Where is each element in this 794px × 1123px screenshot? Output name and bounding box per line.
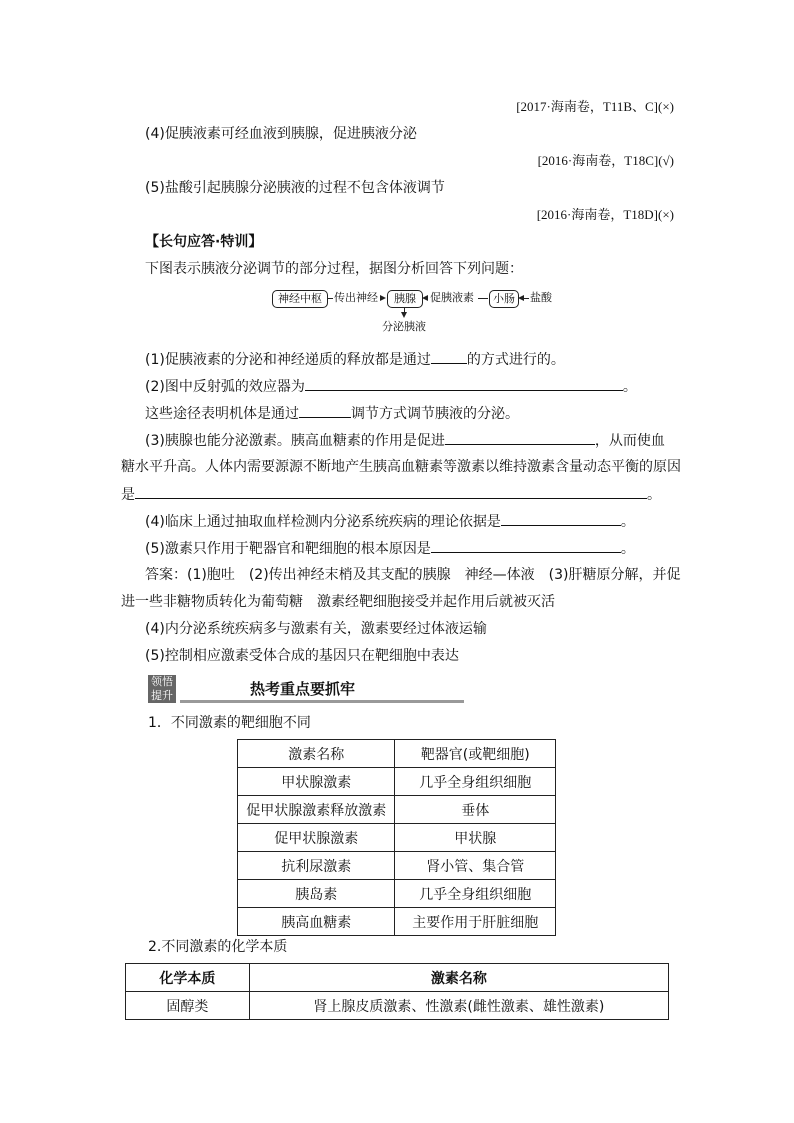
- answer-blank: [501, 511, 621, 526]
- table-header-row: [238, 740, 556, 768]
- table-cell: 几乎全身组织细胞: [395, 768, 556, 796]
- answer-blank: [445, 430, 595, 445]
- table-row: [238, 908, 556, 936]
- table-cell: 垂体: [395, 796, 556, 824]
- answer-blank: [431, 349, 467, 364]
- table-row: [238, 824, 556, 852]
- table-cell: 甲状腺激素: [238, 768, 395, 796]
- question-1: (1)促胰液素的分泌和神经递质的释放都是通过 的方式进行的。: [145, 349, 565, 370]
- arrow-right-icon: [380, 295, 386, 301]
- question-2: (2)图中反射弧的效应器为 。: [145, 376, 637, 397]
- arrow-label-acid: 盐酸: [530, 291, 552, 304]
- table-cell: 甲状腺: [395, 824, 556, 852]
- table-cell: 胰高血糖素: [238, 908, 395, 936]
- label-secrete-juice: 分泌胰液: [382, 320, 426, 333]
- question-4: (4)临床上通过抽取血样检测内分泌系统疾病的理论依据是 。: [145, 511, 635, 532]
- table-row: [238, 880, 556, 908]
- table-header-cell: 激素名称: [249, 964, 668, 992]
- question-5: (5)激素只作用于靶器官和靶细胞的根本原因是 。: [145, 538, 635, 559]
- table-row: [238, 852, 556, 880]
- statement-5: (5)盐酸引起胰腺分泌胰液的过程不包含体液调节: [145, 180, 445, 196]
- training-title: 【长句应答·特训】: [145, 234, 263, 250]
- table-row: [126, 992, 669, 1020]
- banner-underline: [180, 700, 464, 703]
- reference-line: [2017·海南卷，T11B、C](×): [516, 99, 674, 114]
- answer-blank: [305, 376, 623, 391]
- box-nerve-center: 神经中枢: [272, 290, 328, 308]
- arrow-label-efferent: 传出神经: [334, 291, 378, 304]
- table-header-cell: 靶器官(或靶细胞): [395, 740, 556, 768]
- table-cell: 几乎全身组织细胞: [395, 880, 556, 908]
- table-cell: 胰岛素: [238, 880, 395, 908]
- table-cell: 促甲状腺激素释放激素: [238, 796, 395, 824]
- table-header-cell: 化学本质: [126, 964, 250, 992]
- reference-line: [2016·海南卷，T18C](√): [537, 153, 674, 168]
- arrow-label-secretin: 促胰液素: [430, 291, 474, 304]
- answer-line-3: (4)内分泌系统疾病多与激素有关，激素要经过体液运输: [145, 621, 487, 637]
- table-cell: 促甲状腺激素: [238, 824, 395, 852]
- question-intro: 下图表示胰液分泌调节的部分过程，据图分析回答下列问题：: [145, 261, 523, 277]
- table-row: [238, 796, 556, 824]
- arrow-left-icon: [422, 295, 428, 301]
- table-cell: 抗利尿激素: [238, 852, 395, 880]
- answer-blank: [299, 403, 351, 418]
- arrow-down-icon: [401, 312, 407, 318]
- banner-tag: 领悟 提升: [148, 675, 176, 703]
- target-cells-table: [237, 739, 556, 936]
- table-cell: 主要作用于肝脏细胞: [395, 908, 556, 936]
- box-pancreas: 胰腺: [387, 290, 423, 308]
- statement-4: (4)促胰液素可经血液到胰腺，促进胰液分泌: [145, 126, 417, 142]
- question-3-end: 是 。: [121, 484, 661, 505]
- answer-blank: [135, 484, 647, 499]
- answer-line-1: 答案：(1)胞吐 (2)传出神经末梢及其支配的胰腺 神经—体液 (3)肝糖原分解，并促: [145, 567, 681, 583]
- table-cell: 固醇类: [126, 992, 250, 1020]
- table-cell: 肾上腺皮质激素、性激素(雌性激素、雄性激素): [249, 992, 668, 1020]
- answer-line-4: (5)控制相应激素受体合成的基因只在靶细胞中表达: [145, 648, 459, 664]
- question-3-cont: 糖水平升高。人体内需要源源不断地产生胰高血糖素等激素以维持激素含量动态平衡的原因: [121, 459, 681, 475]
- banner-title: 热考重点要抓牢: [250, 680, 356, 698]
- section-2-heading: 2.不同激素的化学本质: [148, 939, 288, 955]
- question-2-cont: 这些途径表明机体是通过 调节方式调节胰液的分泌。: [145, 403, 519, 424]
- reference-line: [2016·海南卷，T18D](×): [536, 207, 674, 222]
- chemical-nature-table: [125, 963, 669, 1020]
- box-intestine: 小肠: [489, 290, 519, 308]
- question-3: (3)胰腺也能分泌激素。胰高血糖素的作用是促进 ，从而使血: [145, 430, 665, 451]
- answer-blank: [431, 538, 621, 553]
- table-header-row: [126, 964, 669, 992]
- section-1-heading: 1．不同激素的靶细胞不同: [148, 715, 311, 731]
- table-row: [238, 768, 556, 796]
- table-cell: 肾小管、集合管: [395, 852, 556, 880]
- table-header-cell: 激素名称: [238, 740, 395, 768]
- answer-line-2: 进一些非糖物质转化为葡萄糖 激素经靶细胞接受并起作用后就被灭活: [121, 594, 555, 610]
